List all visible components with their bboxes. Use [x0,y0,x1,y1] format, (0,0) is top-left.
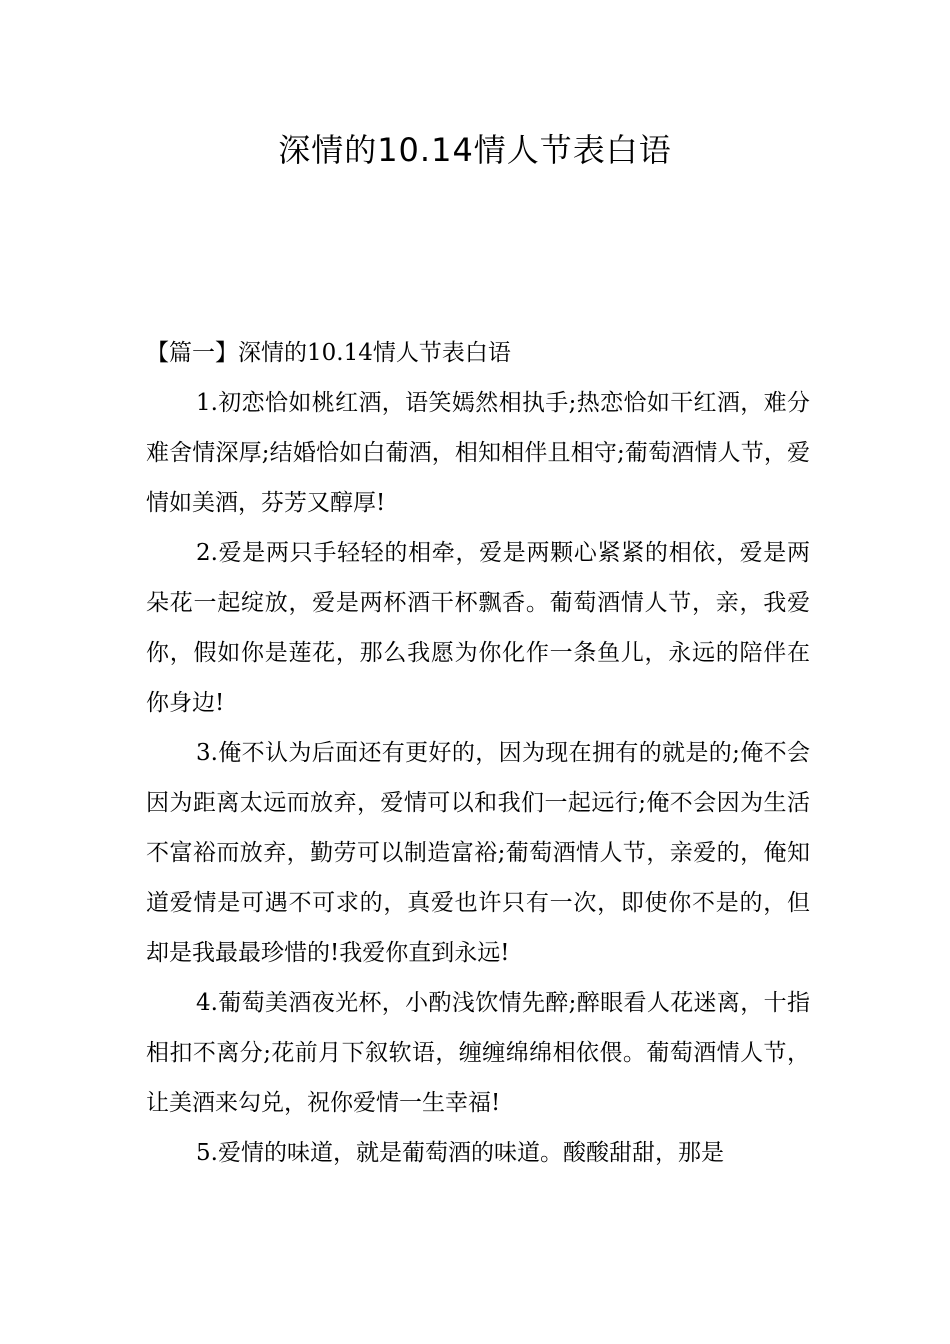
section-heading: 【篇一】深情的10.14情人节表白语 [146,340,511,366]
paragraph-3: 3.俺不认为后面还有更好的，因为现在拥有的就是的;俺不会因为距离太远而放弃，爱情可以和我们一起远行;俺不会因为生活不富裕而放弃，勤劳可以制造富裕;葡萄酒情人节，亲爱的，俺知道爱情是可遇不可求的，真爱也许只有一次，即使你不是的，但却是我最最珍惜的!我爱你直到永远! [146,740,810,966]
document-body [146,328,810,1178]
paragraph-5: 5.爱情的味道，就是葡萄酒的味道。酸酸甜甜，那是 [196,1140,724,1166]
paragraph-2: 2.爱是两只手轻轻的相牵，爱是两颗心紧紧的相依，爱是两朵花一起绽放，爱是两杯酒干杯飘香。葡萄酒情人节，亲，我爱你，假如你是莲花，那么我愿为你化作一条鱼儿，永远的陪伴在你身边! [146,540,810,716]
paragraph-1: 1.初恋恰如桃红酒，语笑嫣然相执手;热恋恰如干红酒，难分难舍情深厚;结婚恰如白葡酒，相知相伴且相守;葡萄酒情人节，爱情如美酒，芬芳又醇厚! [146,390,810,516]
paragraph-4: 4.葡萄美酒夜光杯，小酌浅饮情先醉;醉眼看人花迷离，十指相扣不离分;花前月下叙软语，缠缠绵绵相依偎。葡萄酒情人节，让美酒来勾兑，祝你爱情一生幸福! [146,990,810,1116]
document-title: 深情的10.14情人节表白语 [278,131,672,169]
